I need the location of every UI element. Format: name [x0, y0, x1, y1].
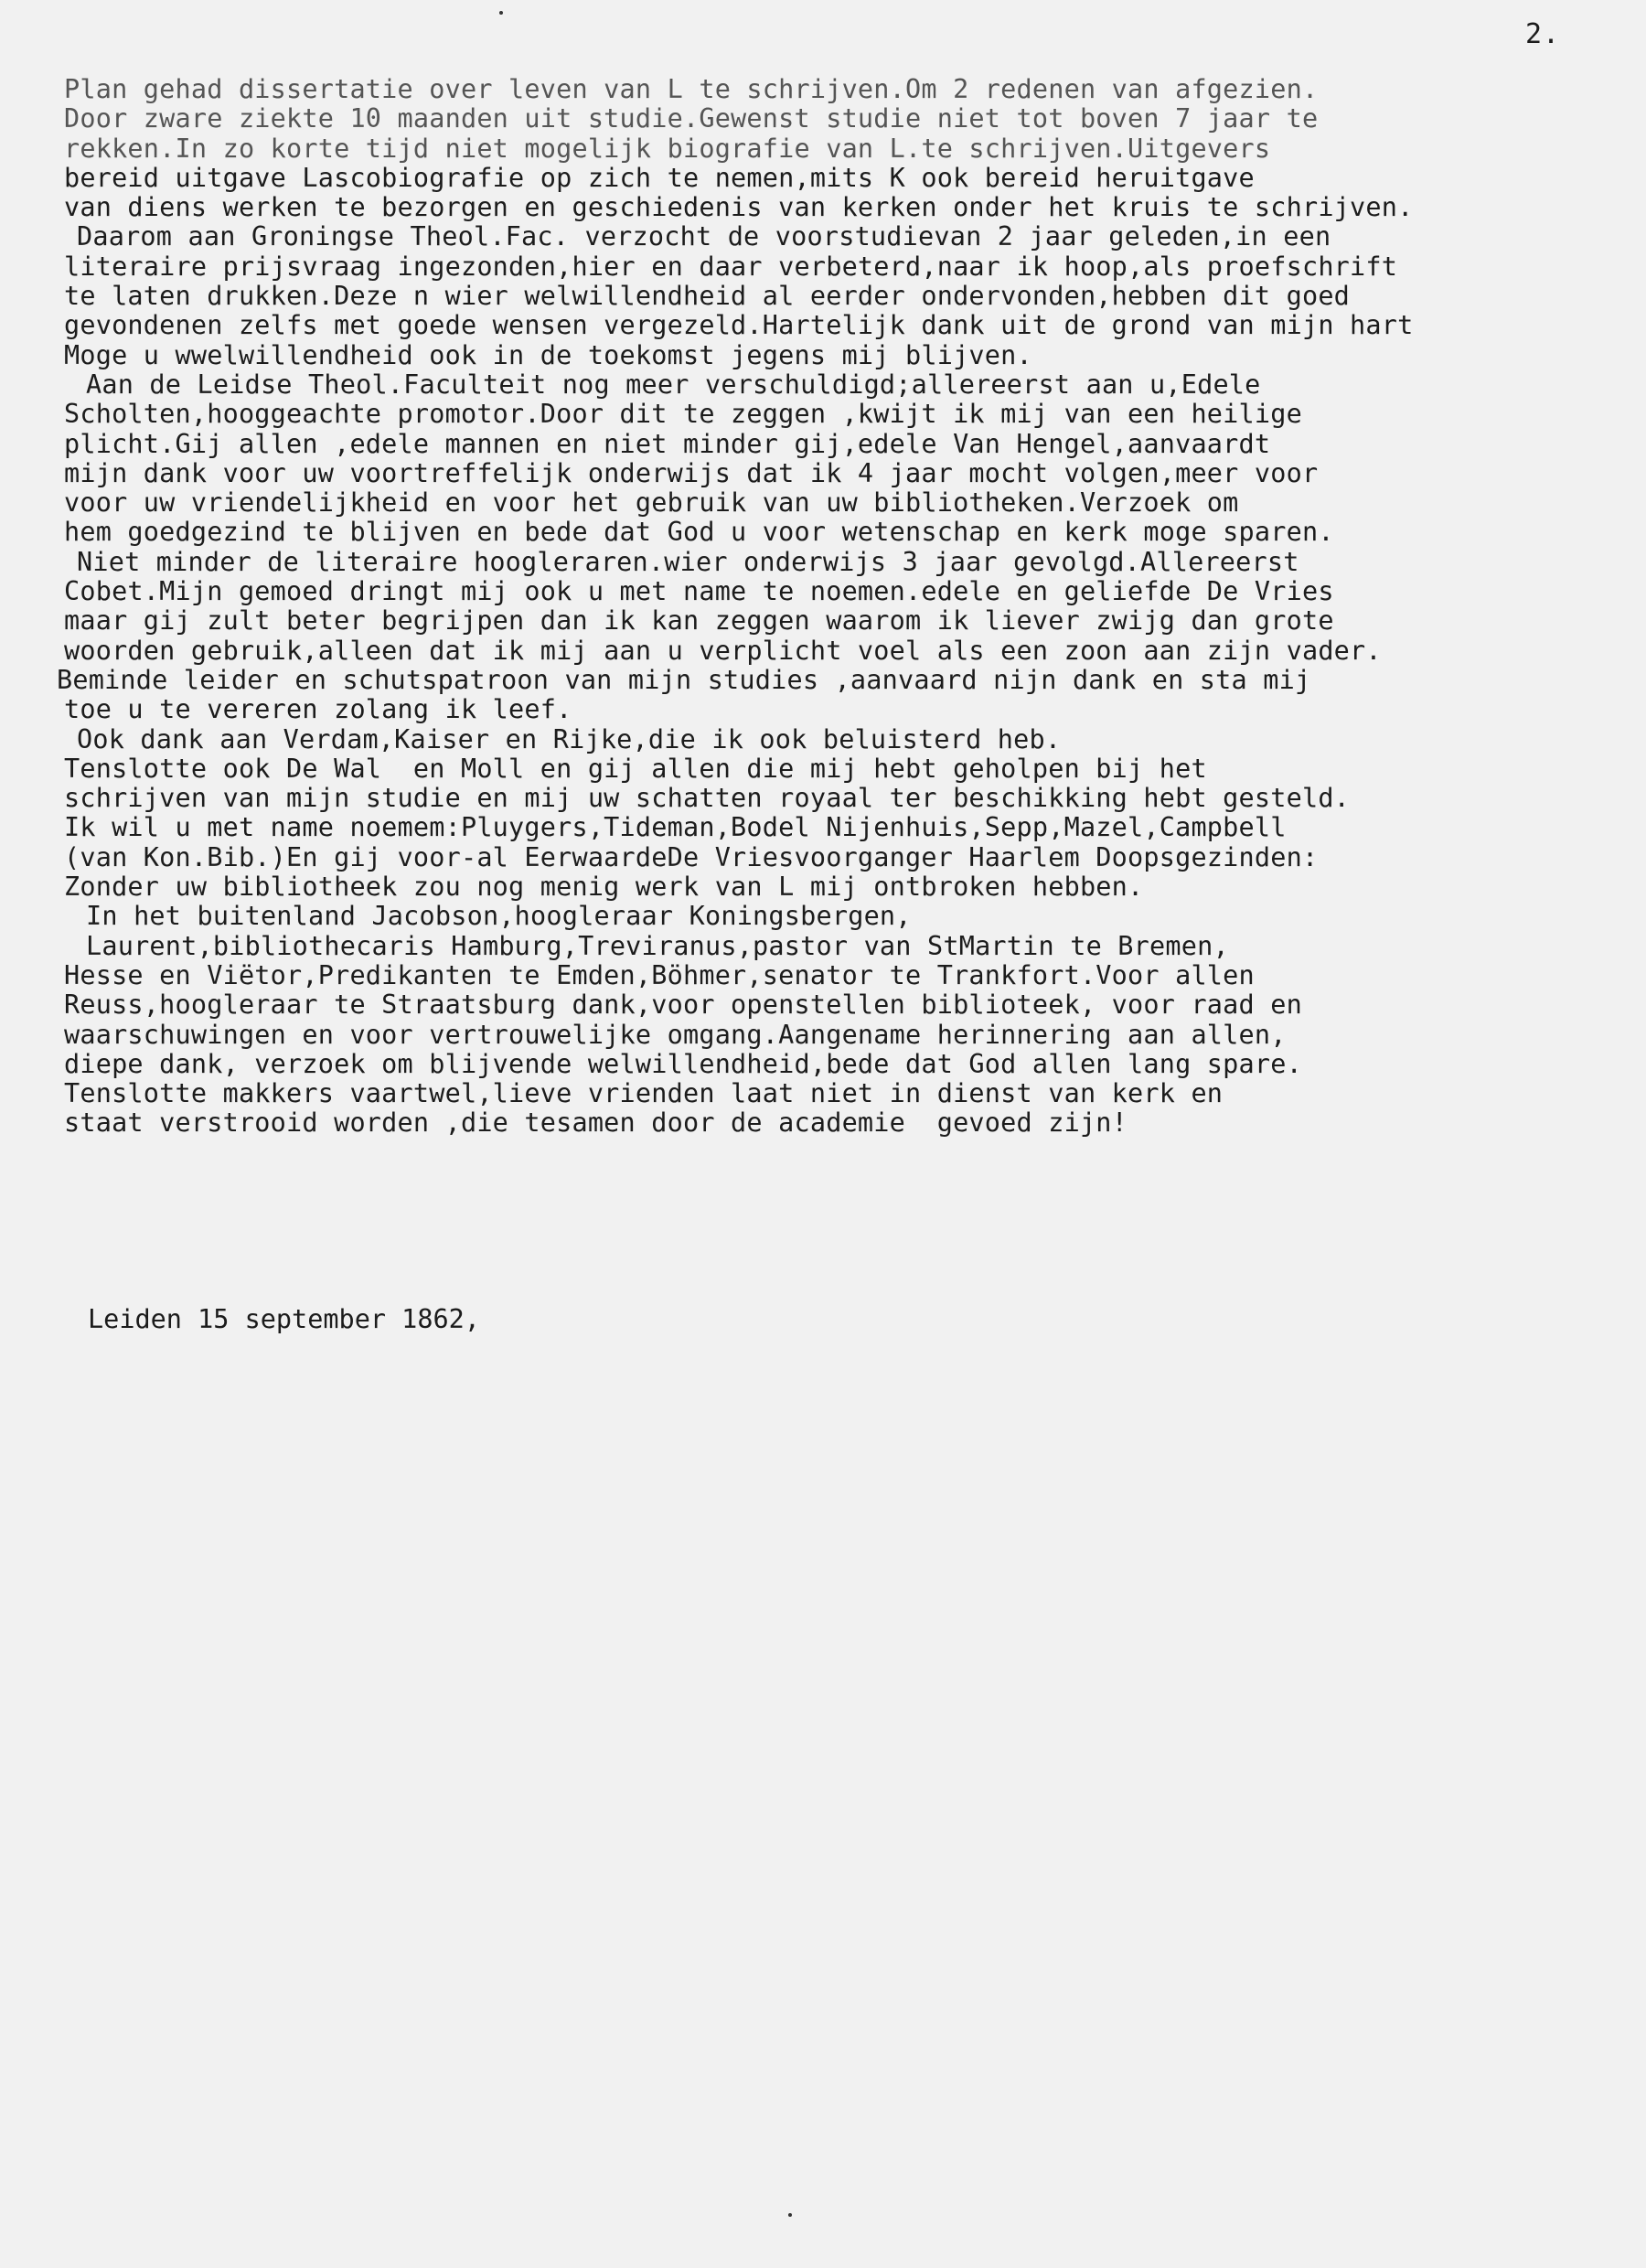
text-line: Ik wil u met name noemem:Pluygers,Tideman,Bodel Nijenhuis,Sepp,Mazel,Campbell	[64, 812, 1287, 843]
text-line: rekken.In zo korte tijd niet mogelijk biografie van L.te schrijven.Uitgevers	[64, 133, 1271, 164]
text-line: Ook dank aan Verdam,Kaiser en Rijke,die ik ook beluisterd heb.	[77, 723, 1062, 754]
text-line: Aan de Leidse Theol.Faculteit nog meer verschuldigd;allereerst aan u,Edele	[86, 369, 1261, 400]
text-line: staat verstrooid worden ,die tesamen door de academie gevoed zijn!	[64, 1107, 1128, 1139]
text-line: van diens werken te bezorgen en geschiedenis van kerken onder het kruis te schrijven.	[64, 192, 1414, 223]
text-line: bereid uitgave Lascobiografie op zich te nemen,mits K ook bereid heruitgave	[64, 162, 1255, 193]
text-line: plicht.Gij allen ,edele mannen en niet minder gij,edele Van Hengel,aanvaardt	[64, 428, 1271, 459]
text-line: Door zware ziekte 10 maanden uit studie.Gewenst studie niet tot boven 7 jaar te	[64, 103, 1319, 134]
text-line: te laten drukken.Deze n wier welwillendheid al eerder ondervonden,hebben dit goed	[64, 281, 1351, 312]
text-line: Laurent,bibliothecaris Hamburg,Treviranus,pastor van StMartin te Bremen,	[86, 930, 1229, 961]
text-line: Tenslotte ook De Wal en Moll en gij allen die mij hebt geholpen bij het	[64, 753, 1207, 784]
ink-speck	[788, 2213, 792, 2217]
text-line: voor uw vriendelijkheid en voor het gebruik van uw bibliotheken.Verzoek om	[64, 487, 1239, 519]
text-line: hem goedgezind te blijven en bede dat God u voor wetenschap en kerk moge sparen.	[64, 517, 1334, 548]
text-line: Niet minder de literaire hoogleraren.wier onderwijs 3 jaar gevolgd.Allereerst	[77, 546, 1299, 577]
text-line: waarschuwingen en voor vertrouwelijke omgang.Aangename herinnering aan allen,	[64, 1019, 1287, 1050]
letter-body	[57, 74, 1637, 1139]
text-line: gevondenen zelfs met goede wensen vergezeld.Hartelijk dank uit de grond van mijn hart	[64, 310, 1414, 341]
text-line: woorden gebruik,alleen dat ik mij aan u verplicht voel als een zoon aan zijn vader.	[64, 635, 1382, 666]
text-line: Reuss,hoogleraar te Straatsburg dank,voor openstellen biblioteek, voor raad en	[64, 990, 1302, 1021]
text-line: Zonder uw bibliotheek zou nog menig werk van L mij ontbroken hebben.	[64, 872, 1144, 903]
ink-speck	[499, 11, 503, 15]
text-line: Beminde leider en schutspatroon van mijn studies ,aanvaard nijn dank en sta mij	[57, 664, 1311, 695]
dateline: Leiden 15 september 1862,	[88, 1304, 480, 1334]
text-line: maar gij zult beter begrijpen dan ik kan zeggen waarom ik liever zwijg dan grote	[64, 605, 1334, 637]
text-line: Moge u wwelwillendheid ook in de toekomst jegens mij blijven.	[64, 339, 1032, 370]
text-line: literaire prijsvraag ingezonden,hier en daar verbeterd,naar ik hoop,als proefschrift	[64, 251, 1398, 282]
text-line: Scholten,hooggeachte promotor.Door dit te zeggen ,kwijt ik mij van een heilige	[64, 399, 1302, 430]
text-line: Hesse en Viëtor,Predikanten te Emden,Böhmer,senator te Trankfort.Voor allen	[64, 959, 1255, 990]
text-line: diepe dank, verzoek om blijvende welwillendheid,bede dat God allen lang spare.	[64, 1048, 1302, 1079]
page-number: 2.	[1525, 18, 1561, 50]
text-line: Daarom aan Groningse Theol.Fac. verzocht de voorstudievan 2 jaar geleden,in een	[77, 221, 1331, 252]
text-line: In het buitenland Jacobson,hoogleraar Koningsbergen,	[86, 901, 912, 932]
text-line: (van Kon.Bib.)En gij voor-al EerwaardeDe Vriesvoorganger Haarlem Doopsgezinden:	[64, 841, 1319, 872]
text-line: mijn dank voor uw voortreffelijk onderwijs dat ik 4 jaar mocht volgen,meer voor	[64, 457, 1319, 488]
text-line: Tenslotte makkers vaartwel,lieve vrienden laat niet in dienst van kerk en	[64, 1078, 1224, 1109]
text-line: Plan gehad dissertatie over leven van L te schrijven.Om 2 redenen van afgezien.	[64, 74, 1319, 104]
text-line: toe u te vereren zolang ik leef.	[64, 694, 572, 725]
text-line: schrijven van mijn studie en mij uw schatten royaal ter beschikking hebt gesteld.	[64, 783, 1351, 814]
text-line: Cobet.Mijn gemoed dringt mij ook u met name te noemen.edele en geliefde De Vries	[64, 576, 1334, 607]
